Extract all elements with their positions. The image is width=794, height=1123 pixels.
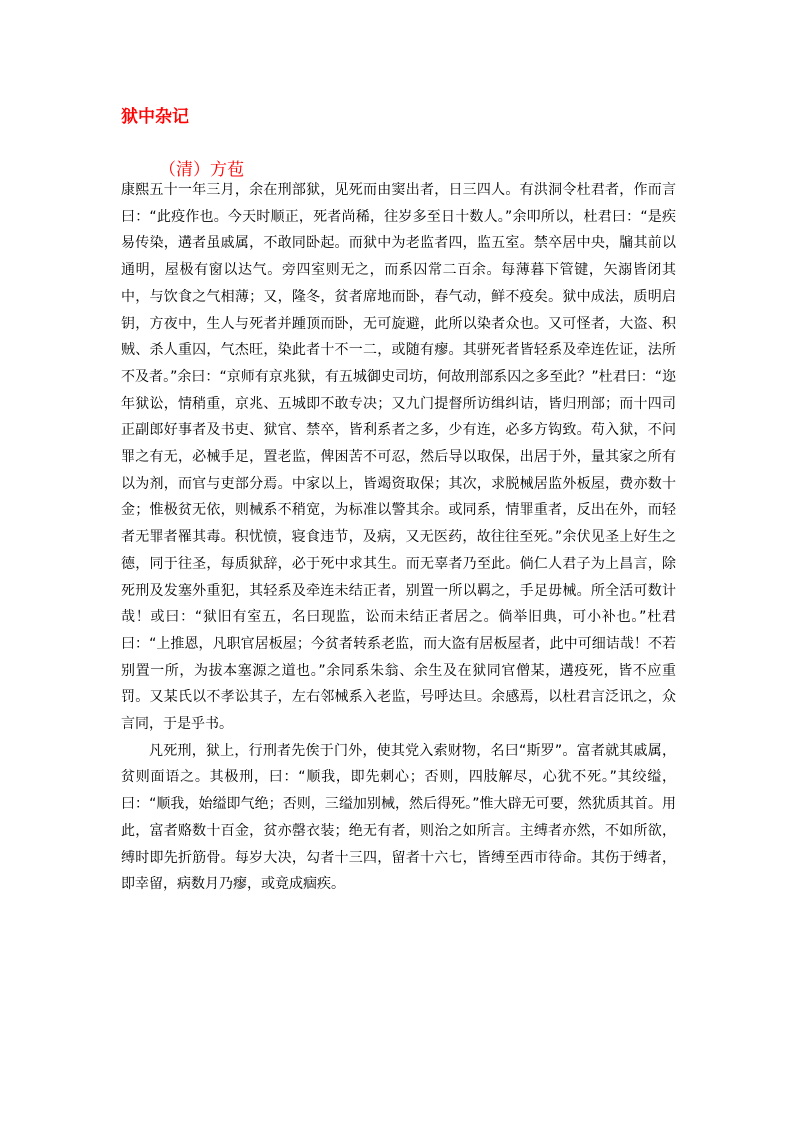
- document-title: 狱中杂记: [121, 107, 189, 127]
- paragraph-1: 康熙五十一年三月，余在刑部狱，见死而由窦出者，日三四人。有洪洞令杜君者，作而言曰：“此疫作也。今天时顺正，死者尚稀，往岁多至日十数人。”余叩所以，杜君曰：“是疾易传染，遘者虽戚属，不敢同卧起。而狱中为老监者四，监五室。禁卒居中央，牖其前以通明，屋极有窗以达气。旁四室则无之，而系囚常二百余。每薄暮下管键，矢溺皆闭其中，与饮食之气相薄；又，隆冬，贫者席地而卧，春气动，鲜不疫矣。狱中成法，质明启钥，方夜中，生人与死者并踵顶而卧，无可旋避，此所以染者众也。又可怪者，大盗、积贼、杀人重囚，气杰旺，染此者十不一二，或随有瘳。其骈死者皆轻系及牵连佐证，法所不及者。”余曰：“京师有京兆狱，有五城御史司坊，何故刑部系囚之多至此？”杜君曰：“迩年狱讼，情稍重，京兆、五城即不敢专决；又九门提督所访缉纠诘，皆归刑部；而十四司正副郎好事者及书吏、狱官、禁卒，皆利系者之多，少有连，必多方钩致。苟入狱，不问罪之有无，必械手足，置老监，俾困苦不可忍，然后导以取保，出居于外，量其家之所有以为剂，而官与吏部分焉。中家以上，皆竭资取保；其次，求脱械居监外板屋，费亦数十金；惟极贫无依，则械系不稍宽，为标准以警其余。或同系，情罪重者，反出在外，而轻者无罪者罹其毒。积忧愤，寝食违节，及病，又无医药，故往往至死。”余伏见圣上好生之德，同于往圣，每质狱辞，必于死中求其生。而无辜者乃至此。倘仁人君子为上昌言，除死刑及发塞外重犯，其轻系及牵连未结正者，别置一所以羁之，手足毋械。所全活可数计哉！或曰：“狱旧有室五，名曰现监，讼而未结正者居之。倘举旧典，可小补也。”杜君曰：“上推恩，凡职官居板屋；今贫者转系老监，而大盗有居板屋者，此中可细诘哉！不若别置一所，为拔本塞源之道也。”余同系朱翁、余生及在狱同官僧某，遘疫死，皆不应重罚。又某氏以不孝讼其子，左右邻械系入老监，号呼达旦。余感焉，以杜君言泛讯之，众言同，于是乎书。: [121, 182, 676, 733]
- paragraph-2: 凡死刑，狱上，行刑者先俟于门外，使其党入索财物，名曰“斯罗”。富者就其戚属，贫则面语之。其极刑，曰：“顺我，即先刺心；否则，四肢解尽，心犹不死。”其绞缢，曰：“顺我，始缢即气绝；否则，三缢加别械，然后得死。”惟大辟无可要，然犹质其首。用此，富者赂数十百金，贫亦罄衣装；绝无有者，则治之如所言。主缚者亦然，不如所欲，缚时即先折筋骨。每岁大决，勾者十三四，留者十六七，皆缚至西市待命。其伤于缚者，即幸留，病数月乃瘳，或竟成痼疾。: [121, 742, 676, 893]
- document-author: （清）方苞: [159, 160, 244, 180]
- document-body: [121, 177, 676, 898]
